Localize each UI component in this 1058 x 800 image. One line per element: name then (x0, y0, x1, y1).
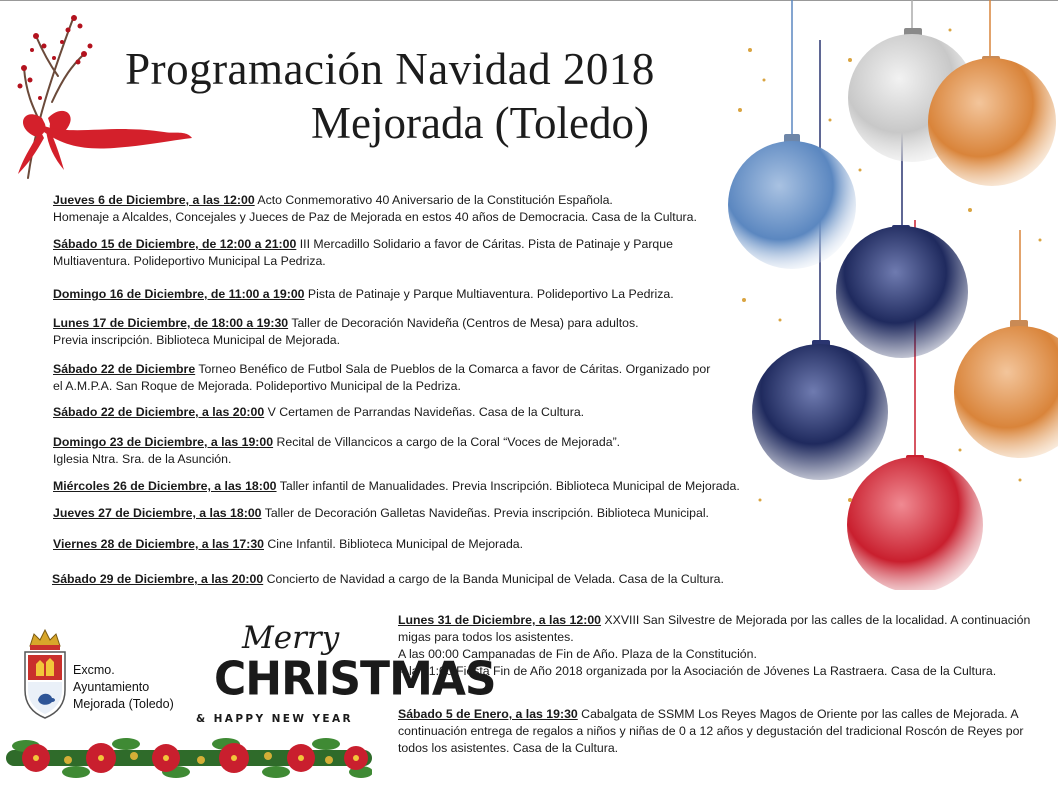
event-text-cont: Homenaje a Alcaldes, Concejales y Jueces de Paz de Mejorada en estos 40 años de Democracia. Casa de la Cultura. (53, 210, 697, 224)
event-item (53, 236, 743, 270)
event-text: V Certamen de Parrandas Navideñas. Casa de la Cultura. (264, 405, 585, 419)
event-item (53, 536, 743, 553)
event-date: Lunes 31 de Diciembre, a las 12:00 (398, 613, 602, 627)
council-line-1: Excmo. (73, 663, 115, 677)
event-item (53, 192, 743, 226)
event-text-cont: A las 00:00 Campanadas de Fin de Año. Plaza de la Constitución. (398, 647, 757, 661)
event-date: Viernes 28 de Diciembre, a las 17:30 (53, 537, 264, 551)
event-text: Taller de Decoración Navideña (Centros de Mesa) para adultos. (288, 316, 639, 330)
event-text: Torneo Benéfico de Futbol Sala de Pueblos de la Comarca a favor de Cáritas. Organizado por (195, 362, 711, 376)
event-date: Lunes 17 de Diciembre, de 18:00 a 19:30 (53, 316, 289, 330)
event-date: Jueves 6 de Diciembre, a las 12:00 (53, 193, 255, 207)
christmas-ornaments-icon (720, 0, 1058, 590)
event-text: Cine Infantil. Biblioteca Municipal de Mejorada. (264, 537, 524, 551)
title-line-2: Mejorada (Toledo) (311, 98, 649, 148)
event-date: Sábado 5 de Enero, a las 19:30 (398, 707, 578, 721)
council-line-2: Ayuntamiento (73, 680, 150, 694)
event-item (53, 361, 743, 395)
event-date: Domingo 23 de Diciembre, a las 19:00 (53, 435, 274, 449)
event-text-cont: todos los asistentes. Casa de la Cultura. (398, 741, 619, 755)
event-date: Miércoles 26 de Diciembre, a las 18:00 (53, 479, 277, 493)
event-date: Sábado 22 de Diciembre (53, 362, 196, 376)
event-text-cont: el A.M.P.A. San Roque de Mejorada. Polideportivo Municipal de la Pedriza. (53, 379, 461, 393)
council-name (73, 662, 174, 713)
event-text: XXVIII San Silvestre de Mejorada por las calles de la localidad. A continuación (601, 613, 1031, 627)
greeting-christmas: CHRISTMAS (214, 652, 496, 707)
event-text: Taller infantil de Manualidades. Previa Inscripción. Biblioteca Municipal de Mejorada. (276, 479, 740, 493)
event-text: Concierto de Navidad a cargo de la Banda Municipal de Velada. Casa de la Cultura. (263, 572, 724, 586)
event-item (53, 286, 743, 303)
event-text-cont: migas para todos los asistentes. (398, 630, 574, 644)
event-text: Recital de Villancicos a cargo de la Coral “Voces de Mejorada”. (273, 435, 621, 449)
event-text: Pista de Patinaje y Parque Multiaventura. Polideportivo La Pedriza. (304, 287, 674, 301)
event-date: Sábado 15 de Diciembre, de 12:00 a 21:00 (53, 237, 297, 251)
event-text-cont: Previa inscripción. Biblioteca Municipal de Mejorada. (53, 333, 341, 347)
event-item (52, 571, 742, 588)
event-item (53, 434, 743, 468)
event-text-cont: A la 01:00 Fiesta Fin de Año 2018 organizada por la Asociación de Jóvenes La Rastraera. Casa de la Cultura. (398, 664, 997, 678)
event-item (53, 404, 743, 421)
event-date: Sábado 29 de Diciembre, a las 20:00 (52, 572, 264, 586)
event-text-cont: Multiaventura. Polideportivo Municipal La Pedriza. (53, 254, 326, 268)
greeting-new-year: & HAPPY NEW YEAR (196, 713, 353, 725)
event-text: Taller de Decoración Galletas Navideñas. Previa inscripción. Biblioteca Municipal. (261, 506, 709, 520)
event-text: III Mercadillo Solidario a favor de Cáritas. Pista de Patinaje y Parque (296, 237, 673, 251)
page-title (80, 42, 700, 150)
event-text: Acto Conmemorativo 40 Aniversario de la Constitución Española. (254, 193, 613, 207)
greeting-merry: Merry (242, 620, 340, 656)
event-date: Sábado 22 de Diciembre, a las 20:00 (53, 405, 265, 419)
event-item (53, 505, 743, 522)
event-text-cont: Iglesia Ntra. Sra. de la Asunción. (53, 452, 232, 466)
event-text-cont: continuación entrega de regalos a niños y niñas de 0 a 12 años y degustación del tradicional Roscón de Reyes por (398, 724, 1024, 738)
event-date: Domingo 16 de Diciembre, de 11:00 a 19:00 (53, 287, 305, 301)
event-item (398, 706, 1038, 757)
coat-of-arms-icon (22, 628, 68, 720)
event-item (53, 478, 743, 495)
council-line-3: Mejorada (Toledo) (73, 697, 174, 711)
event-item (53, 315, 743, 349)
poinsettia-garland-icon (6, 732, 372, 784)
event-date: Jueves 27 de Diciembre, a las 18:00 (53, 506, 262, 520)
event-text: Cabalgata de SSMM Los Reyes Magos de Oriente por las calles de Mejorada. A (577, 707, 1019, 721)
title-line-1: Programación Navidad 2018 (125, 44, 655, 94)
